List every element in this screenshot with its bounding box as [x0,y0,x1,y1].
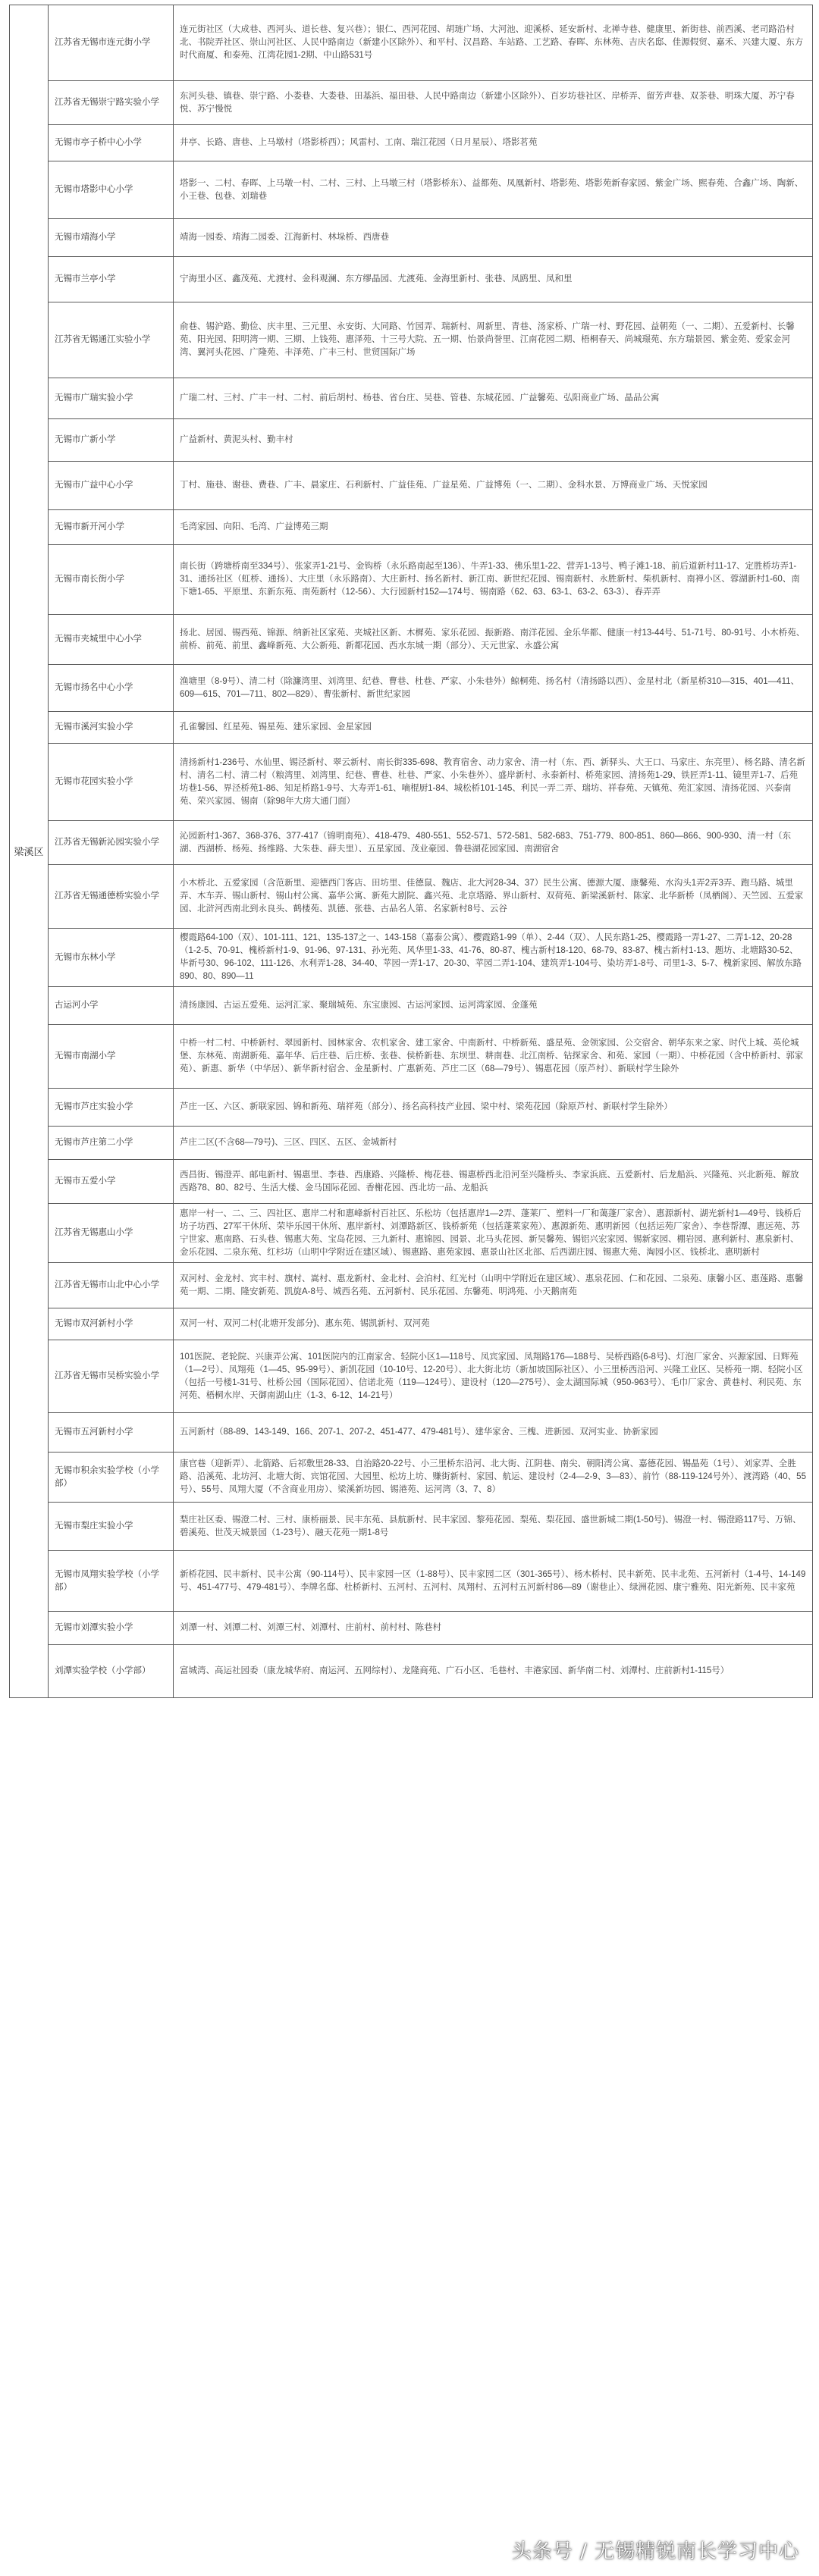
catchment-area-cell: 中桥一村二村、中桥新村、翠园新村、园林家舍、农机家舍、建工家舍、中南新村、中桥新苑、盛星苑、金领家园、公交宿舍、朝华东来之家、时代上城、英伦城堡、东林苑、南湖新苑、嘉年华、后庄巷、后庄桥、张巷、侯桥新巷、东坝里、耕南巷、北江南桥、钻探家舍、和苑、家园（一期）、中桥花园（含中桥新村、郭家苑）、新惠、新华（中华居）、新华新村宿舍、金星新村、广惠新苑、芦庄二区（68—79号）、锡惠花园（原芦村）、新联村学生除外 [174,1025,813,1089]
table-row [10,1551,813,1612]
school-name-cell: 古运河小学 [49,987,174,1025]
table-row [10,712,813,744]
table-row [10,125,813,161]
table-row [10,744,813,821]
table-row [10,865,813,929]
catchment-area-cell: 新桥花园、民丰新村、民丰公寓（90-114号）、民丰家园一区（1-88号）、民丰家园二区（301-365号）、杨木桥村、民丰新苑、民丰北苑、五河新村（1-4号、14-149号、451-477号、479-481号）、李牌名邸、杜桥新村、五河村、五河村、凤翔村、五河村五河新村86—89（谢巷止）、绿洲花园、康宁雅苑、阳光新苑、民丰家苑 [174,1551,813,1612]
catchment-area-cell: 芦庄二区(不含68—79号)、三区、四区、五区、金城新村 [174,1127,813,1160]
table-row [10,462,813,510]
table-row [10,1089,813,1127]
catchment-area-cell: 刘潭一村、刘潭二村、刘潭三村、刘潭村、庄前村、前村村、陈巷村 [174,1612,813,1645]
table-row [10,987,813,1025]
catchment-area-cell: 五河新村（88-89、143-149、166、207-1、207-2、451-477、479-481号）、建华家舍、三槐、进新园、双河实业、协新家园 [174,1413,813,1453]
admission-zone-document [9,5,813,1698]
school-name-cell: 无锡市芦庄实验小学 [49,1089,174,1127]
school-name-cell: 无锡市梨庄实验小学 [49,1503,174,1551]
catchment-area-cell: 康官巷（迎新弄）、北箭路、后祁敷里28-33、自治路20-22号、小三里桥东沿河、北大街、江阴巷、南尖、朝阳湾公寓、嘉德花园、锡晶苑（1号）、刘家弄、全胜路、沿溪苑、北坊河、北塘大街、宾馆花园、大园里、松坊上坊、赚街新村、家园、航运、建设村（2-4—2-9、3—83）、前竹（88-119-124号外）、渡湾路（40、55号）、55号、凤翔大厦（不含商业用房）、梁溪新坊园、锡港苑、运河湾（3、7、8） [174,1453,813,1503]
school-name-cell: 江苏省无锡市连元街小学 [49,5,174,81]
catchment-area-cell: 西昌街、锡澄弄、邮电新村、锡惠里、李巷、西康路、兴隆桥、梅花巷、锡惠桥西北沿河至兴隆桥头、李家浜底、五爱新村、后龙船浜、兴隆苑、兴北新苑、解放西路78、80、82号、生活大楼、金马国际花园、香榭花园、西北坊一品、龙船浜 [174,1160,813,1204]
catchment-area-cell: 清扬康园、古运五爱苑、运河汇家、聚瑞城苑、东宝康园、古运河家园、运河湾家园、金蓬苑 [174,987,813,1025]
table-row [10,821,813,865]
school-name-cell: 无锡市兰亭小学 [49,257,174,302]
table-row [10,929,813,987]
catchment-area-cell: 毛湾家园、向阳、毛湾、广益博苑三期 [174,510,813,545]
admission-zone-table [9,5,813,1698]
table-row [10,161,813,219]
catchment-area-cell: 双河村、金龙村、宾丰村、旗村、嵩村、惠龙新村、金北村、会泊村、红光村（山明中学附近在建区域）、惠泉花园、仁和花园、二泉苑、康馨小区、惠莲路、惠馨苑一期、二期、隆安新苑、凯旋A-8号、城西名苑、五河新村、民乐花园、东馨苑、明鸿苑、小天鹅南苑 [174,1263,813,1308]
school-name-cell: 无锡市扬名中心小学 [49,665,174,712]
school-name-cell: 江苏省无锡市山北中心小学 [49,1263,174,1308]
school-name-cell: 无锡市溪河实验小学 [49,712,174,744]
catchment-area-cell: 广益新村、黄泥头村、勤丰村 [174,419,813,462]
school-name-cell: 无锡市积余实验学校（小学部） [49,1453,174,1503]
table-row [10,1308,813,1340]
watermark: 头条号 / 无锡精锐南长学习中心 [511,2540,799,2563]
table-row [10,545,813,615]
table-row [10,419,813,462]
catchment-area-cell: 清扬新村1-236号、水仙里、锡泾新村、翠云新村、南长街335-698、教育宿舍、动力家舍、清一村（东、西、新驿头、大王口、马家庄、东亮里）、杨名路、清名新村、清名二村、清二村（粮湾里、刘湾里、纪巷、曹巷、杜巷、严家、小朱巷外）、盛岸新村、永泰新村、桥苑家园、清扬苑1-29、铁匠弄1-11、镜里弄1-7、后苑坊巷1-56、界泾桥苑1-86、知足桥路1-9号、大寿弄1-61、嘀棍厨1-84、城松桥101-145、利民一弄二弄、瑞坊、祥春苑、天镇苑、苑汇家园、清扬花园、兴泰南苑、荣兴家园、锡南（除98年大房大通门面） [174,744,813,821]
school-name-cell: 无锡市刘潭实验小学 [49,1612,174,1645]
table-row [10,302,813,378]
school-name-cell: 无锡市东林小学 [49,929,174,987]
school-name-cell: 无锡市新开河小学 [49,510,174,545]
district-cell: 梁溪区 [10,5,49,1698]
school-name-cell: 江苏省无锡通德桥实验小学 [49,865,174,929]
school-name-cell: 刘潭实验学校（小学部） [49,1645,174,1698]
table-row [10,5,813,81]
table-row [10,219,813,257]
catchment-area-cell: 梨庄社区委、锡澄二村、三村、康桥丽景、民丰东苑、县航新村、民丰家园、黎苑花园、梨苑、梨花园、盛世新城二期(1-50号)、锡澄一村、锡澄路117号、万锦、碧溪苑、世茂天城景园（1-23号）、融天花苑一期1-8号 [174,1503,813,1551]
catchment-area-cell: 富城湾、高运社园委（康龙城华府、南运河、五网综村）、龙隆商苑、广石小区、毛巷村、丰港家园、新华南二村、刘潭村、庄前新村1-115号） [174,1645,813,1698]
catchment-area-cell: 沁园新村1-367、368-376、377-417（锦明南苑）、418-479、480-551、552-571、572-581、582-683、751-779、800-851、860—866、900-930、清一村（东湖、西湖桥、杨苑、扬维路、大朱巷、薛夫里）、五星家园、茂业豪园、鲁巷湖花园家园、南湖宿舍 [174,821,813,865]
catchment-area-cell: 井亭、长路、唐巷、上马墩村（塔影桥西）；风雷村、工南、瑞江花园（日月星辰）、塔影茗苑 [174,125,813,161]
school-name-cell: 江苏省无锡新沁园实验小学 [49,821,174,865]
school-name-cell: 无锡市双河新村小学 [49,1308,174,1340]
school-name-cell: 无锡市花园实验小学 [49,744,174,821]
table-row [10,1413,813,1453]
catchment-area-cell: 南长街（跨塘桥南至334号）、张家弄1-21号、金钩桥（永乐路南起至136）、牛弄1-33、佛乐里1-22、营弄1-13号、鸭子滩1-18、前后道新村11-17、定胜桥坊弄1-31、通扬社区（虹桥、通扬）、大庄里（永乐路南）、大庄新村、扬名新村、新江南、新世纪花园、锡南新村、永胜新村、柴机新村、南禅小区、蓉湖新村1-60、南下塘1-65、平原里、东新东苑、南苑新村（12-56）、大行园新村152—174号、锡南路（62、63、63-1、63-2、63-3）、春弄弄 [174,545,813,615]
table-row [10,665,813,712]
catchment-area-cell: 靖海一园委、靖海二园委、江海新村、林垛桥、西唐巷 [174,219,813,257]
table-row [10,1160,813,1204]
catchment-area-cell: 孔雀馨园、红星苑、锡星苑、建乐家园、金星家园 [174,712,813,744]
table-row [10,1204,813,1263]
table-row [10,615,813,665]
table-row [10,510,813,545]
catchment-area-cell: 扬北、居园、锡西苑、锦源、纳新社区家苑、夹城社区新、木樨苑、家乐花园、振新路、南洋花园、金乐华都、健康一村13-44号、51-71号、80-91号、小木桥苑、前桥、前苑、前里、鑫峰新苑、大公新苑、新都花园、西水东城一期（部分）、天元世家、永盛公寓 [174,615,813,665]
table-row [10,1025,813,1089]
school-name-cell: 无锡市广新小学 [49,419,174,462]
school-name-cell: 无锡市广瑞实验小学 [49,378,174,419]
catchment-area-cell: 渔塘里（8-9号）、清二村（除濂湾里、刘湾里、纪巷、曹巷、杜巷、严家、小朱巷外）鲸桐苑、扬名村（清扬路以西）、金星村北（新星桥310—315、401—411、609—615、701—711、802—829）、曹张新村、新世纪家园 [174,665,813,712]
school-name-cell: 无锡市夹城里中心小学 [49,615,174,665]
school-name-cell: 无锡市五爱小学 [49,1160,174,1204]
school-name-cell: 无锡市芦庄第二小学 [49,1127,174,1160]
school-name-cell: 无锡市凤翔实验学校（小学部） [49,1551,174,1612]
catchment-area-cell: 连元街社区（大成巷、西河头、道长巷、复兴巷）；银仁、西河花园、胡琏广场、大河池、迎溪桥、延安新村、北禅寺巷、健康里、新街巷、前西溪、老司路沿村北、书院弄社区、崇山河社区、人民中路南边（新建小区除外）、和平村、汉昌路、车站路、工艺路、春晖、东林苑、吉庆名邸、佳源假贸、嘉禾、兴建大厦、东方时代商厦、和泰苑、江湾花园1-2期、中山路531号 [174,5,813,81]
catchment-area-cell: 樱霞路64-100（双）、101-111、121、135-137之一、143-158（嘉泰公寓）、樱霞路1-99（单）、2-44（双）、人民东路1-25、樱霞路一弄1-27、二弄1-12、20-28（1-2-5、70-91、槐桥新村1-9、91-96、97-131、孙光苑、风华里1-33、41-76、80-87、槐古新村18-120、68-79、83-87、槐古新村1-13、题坊、北塘路30-52、毕新号30、96-102、111-126、水利弄1-28、34-40、苹园一弄1-17、20-30、苹园二弄1-104、建筑弄1-104号、染坊弄1-8号、司里1-3、5-7、槐新家园、解放东路890、80、890—11 [174,929,813,987]
catchment-area-cell: 小木桥北、五爱家园（含范新里、迎德西门客店、田坊里、佳德鼠、魏店、北大河28-34、37）民生公寓、德源大厦、康馨苑、水沟头1弄2弄3弄、跑马路、城里弄、木车弄、锡山新村、锡山村公寓、嘉华公寓、新苑大剧院、鑫兴苑、北京塔路、界山新村、双荷苑、新梁溪新村、陈家、北华新桥（凤栖阁）、天竺园、五爱家园、北浒河西南北到永良头、鹤楼苑、凯德、张巷、古品名人第、名家新村8号、云谷 [174,865,813,929]
school-name-cell: 江苏省无锡通江实验小学 [49,302,174,378]
catchment-area-cell: 丁村、施巷、谢巷、费巷、广丰、晨家庄、石利新村、广益佳苑、广益星苑、广益博苑（一、二期）、金科水景、万博商业广场、天悦家园 [174,462,813,510]
catchment-area-cell: 塔影一、二村、春晖、上马墩一村、二村、三村、上马墩三村（塔影桥东）、益都苑、凤凰新村、塔影苑、塔影苑新春家园、紫金广场、熙春苑、合鑫广场、陶新、小王巷、包巷、刘瑞巷 [174,161,813,219]
catchment-area-cell: 俞巷、锡沪路、勤俭、庆丰里、三元里、永安街、大同路、竹园弄、瑞新村、周新里、青巷、汤家桥、广瑞一村、野花园、益朝苑（一、二期）、五爱新村、长馨苑、阳光园、阳明湾一期、三期、上钱苑、惠泽苑、十三号大院、五一期、怡景尚誉里、江南花园二期、梧桐春天、尚城璟苑、东方瑞景园、紫金苑、爱家金河湾、翼河头花园、广隆苑、丰泽苑、广丰三村、世贸国际广场 [174,302,813,378]
table-row [10,1612,813,1645]
catchment-area-cell: 东河头巷、镇巷、崇宁路、小娄巷、大娄巷、田基浜、福田巷、人民中路南边（新建小区除外）、百岁坊巷社区、岸桥弄、留芳声巷、双茶巷、明珠大厦、苏宁春悦、苏宁慢悦 [174,81,813,125]
table-row [10,1503,813,1551]
catchment-area-cell: 双河一村、双河二村(北塘开发部分)、惠东苑、锡凯新村、双河苑 [174,1308,813,1340]
school-name-cell: 无锡市塔影中心小学 [49,161,174,219]
school-name-cell: 无锡市亭子桥中心小学 [49,125,174,161]
table-row [10,1645,813,1698]
school-name-cell: 江苏省无锡崇宁路实验小学 [49,81,174,125]
table-row [10,1340,813,1413]
catchment-area-cell: 广瑞二村、三村、广丰一村、二村、前后胡村、杨巷、省台庄、吴巷、管巷、东城花园、广益馨苑、弘阳商业广场、晶品公寓 [174,378,813,419]
catchment-area-cell: 101医院、老轮院、兴康弄公寓、101医院内的江南家舍、轻院小区1—118号、凤宾家园、凤翔路176—188号、吴桥西路(6-8号)、灯泡厂家舍、兴源家园、日辉苑（1—2号）、凤翔苑（1—45、95-99号）、新凯花园（10-10号、12-20号）、北大街北坊（新加坡国际社区）、小三里桥西沿河、兴隆工业区、吴桥苑一期、轻院小区（包括一号楼1-31号、杜桥公园（国际花园）、信诺北苑（119—124号）、建设村（120—275号）、金太湖国际城（950-963号）、毛巾厂家舍、黄巷村、利民苑、东河苑、梧桐水岸、天御南湖山庄（1-3、6-12、14-21号） [174,1340,813,1413]
catchment-area-cell: 芦庄一区、六区、新联家园、锦和新苑、瑞祥苑（部分）、扬名高科技产业园、梁中村、梁苑花园（除原芦村、新联村学生除外） [174,1089,813,1127]
table-row [10,1263,813,1308]
table-row [10,1453,813,1503]
catchment-area-cell: 宁海里小区、鑫茂苑、尤渡村、金科观澜、东方缪晶园、尤渡苑、金海里新村、张巷、凤鸥里、凤和里 [174,257,813,302]
table-row [10,81,813,125]
catchment-area-cell: 惠岸一村一、二、三、四社区、惠岸二村和惠峰新村百社区、乐松坊（包括惠岸1—2弄、蓬莱厂、塑料一厂和蔼蓬厂家舍）、惠源新村、湖光新村1—49号、钱桥后坊子坊西、27军干休所、荣毕乐园干休所、惠岸新村、刘潭路新区、钱桥新苑（包括蓬莱家苑）、惠源新苑、惠明新园（包括运苑厂家舍）、李巷帮潭、惠远苑、苏宁世家、惠南路、石头巷、锡惠大苑、宝岛花园、三九新村、惠锦园、园景、北马头花园、新吴馨苑、锡铝兴宏家园、锡新家园、棚岩园、惠利新村、惠泉新村、金乐花园、二泉东苑、红杉坊（山明中学附近在建区域）、锡惠路、惠苑家园、惠景山社区北部、后西湖庄园、锡惠大苑、淘园小区、钱桥北、惠明新村 [174,1204,813,1263]
school-name-cell: 无锡市南长街小学 [49,545,174,615]
school-name-cell: 无锡市南湖小学 [49,1025,174,1089]
school-name-cell: 无锡市广益中心小学 [49,462,174,510]
table-row [10,1127,813,1160]
school-name-cell: 无锡市五河新村小学 [49,1413,174,1453]
table-row [10,257,813,302]
school-name-cell: 无锡市靖海小学 [49,219,174,257]
school-name-cell: 江苏省无锡市吴桥实验小学 [49,1340,174,1413]
school-name-cell: 江苏省无锡惠山小学 [49,1204,174,1263]
table-row [10,378,813,419]
